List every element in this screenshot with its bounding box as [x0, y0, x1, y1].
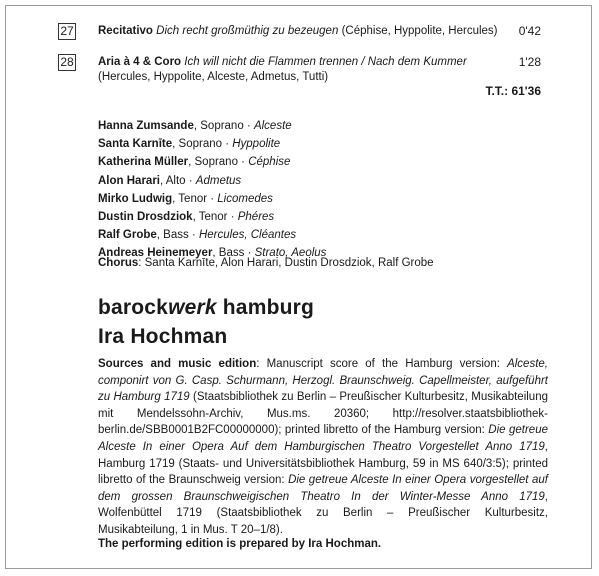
sources-title-hamburg-libretto: Die getreue Alceste In einer Opera Auf dem Hamburgischen Theatro Vorgestellet Anno 1719: [98, 424, 548, 453]
cast-entry: [98, 208, 326, 226]
sources-title-score: Alceste, componirt von G. Casp. Schurmann, Herzogl. Braunschweig. Capellmeister, aufgeführt zu Hamburg 1719: [98, 358, 548, 404]
cast-entry: [98, 117, 326, 135]
chorus-label: Chorus: [98, 257, 139, 269]
role-name: Phéres: [237, 211, 275, 224]
singer-name: Santa Karnīte: [98, 138, 173, 151]
chorus-members: : Santa Karnīte, Alon Harari, Dustin Drosdziok, Ralf Grobe: [138, 257, 434, 269]
track-28-duration: 1'28: [518, 55, 541, 69]
ensemble-name-part2: werk: [168, 296, 217, 319]
sources-text-2: (Staatsbibliothek zu Berlin – Preußischer Kulturbesitz, Musikabteilung mit Mendelssohn-Archiv, Mus.ms. 20360; http://resolver.staatsbibliothek-berlin.de/SBB0001B2FC00000000); printed libretto of the Hamburg version:: [98, 391, 548, 437]
cast-entry: [98, 226, 326, 244]
voice-type: , Soprano ·: [193, 120, 254, 132]
ensemble-name: [98, 296, 314, 320]
cast-entry: [98, 135, 326, 153]
track-27-line: [98, 24, 498, 39]
singer-name: Alon Harari: [98, 174, 160, 187]
track-27-type: Recitativo: [98, 25, 153, 37]
singer-name: Andreas Heinemeyer: [98, 247, 213, 260]
track-number-28: 28: [58, 54, 76, 71]
ensemble-name-part1: barock: [98, 296, 169, 319]
track-28-line: [98, 55, 467, 70]
track-27-duration: 0'42: [518, 24, 541, 38]
track-27-roles: (Céphise, Hyppolite, Hercules): [341, 25, 498, 37]
cast-entry: [98, 153, 326, 171]
voice-type: , Soprano ·: [172, 138, 233, 151]
track-28-roles: (Hercules, Hyppolite, Alceste, Admetus, Tutti): [98, 71, 329, 83]
performing-edition-note: The performing edition is prepared by Ira Hochman.: [98, 538, 382, 550]
track-28-type: Aria à 4 & Coro: [98, 56, 182, 68]
singer-name: Katherina Müller: [98, 156, 189, 169]
role-name: Licomedes: [217, 192, 273, 205]
track-27-title: Dich recht großmüthig zu bezeugen: [156, 25, 339, 37]
role-name: Hyppolite: [232, 138, 281, 151]
total-time: T.T.: 61'36: [485, 84, 541, 98]
role-name: Céphise: [248, 156, 291, 169]
singer-name: Mirko Ludwig: [98, 192, 173, 205]
track-number-27: 27: [58, 23, 76, 40]
sources-text-3: , Hamburg 1719 (Staats- und Universitätsbibliothek Hamburg, 59 in MS 640/3:5); printed libretto of the Braunschweig version:: [98, 440, 548, 487]
sources-text-1: : Manuscript score of the Hamburg version:: [256, 358, 508, 370]
ensemble-name-part3: hamburg: [216, 296, 315, 319]
role-name: Strato, Aeolus: [254, 247, 327, 260]
sources-paragraph: [98, 356, 548, 539]
track-28-title: Ich will nicht die Flammen trennen / Nach dem Kummer: [184, 56, 467, 68]
singer-name: Dustin Drosdziok: [98, 211, 193, 224]
voice-type: , Tenor ·: [192, 211, 238, 224]
cast-entry: [98, 190, 326, 208]
role-name: Alceste: [253, 120, 292, 132]
cast-entry: [98, 172, 326, 190]
sources-heading: Sources and music edition: [98, 358, 257, 370]
singer-name: Hanna Zumsande: [98, 120, 194, 132]
role-name: Hercules, Cléantes: [198, 229, 297, 242]
voice-type: , Bass ·: [212, 247, 255, 260]
cast-list: [98, 117, 326, 263]
conductor-name: Ira Hochman: [98, 325, 228, 348]
singer-name: Ralf Grobe: [98, 229, 157, 242]
sources-text-4: , Wolfenbüttel 1719 (Staatsbibliothek zu Berlin – Preußischer Kulturbesitz, Musikabteilung, 1 in Mus. T 20–1/8).: [98, 490, 548, 536]
voice-type: , Alto ·: [160, 174, 196, 187]
voice-type: , Soprano ·: [188, 156, 249, 169]
role-name: Admetus: [195, 174, 242, 187]
voice-type: , Bass ·: [156, 229, 199, 242]
sources-title-braunschweig-libretto: Die getreue Alceste In einer Opera vorgestellet auf dem grossen Braunschweigischen Theatro In der Winter-Messe Anno 1719: [98, 474, 548, 503]
chorus-line: [98, 257, 434, 269]
voice-type: , Tenor ·: [172, 192, 218, 205]
